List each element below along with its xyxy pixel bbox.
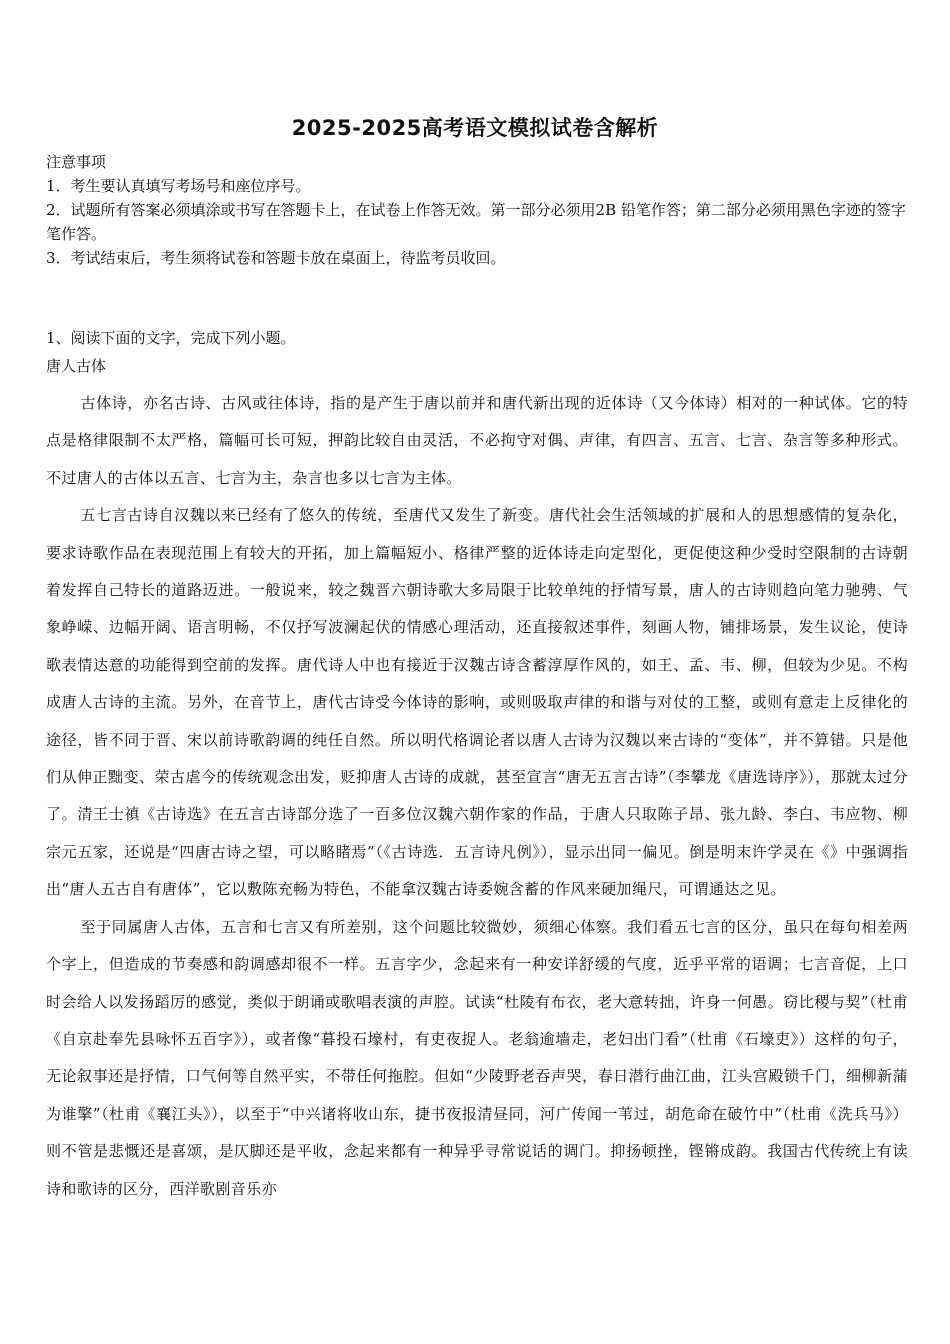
page-title: 2025-2025高考语文模拟试卷含解析 — [291, 116, 659, 140]
question-header — [46, 324, 908, 380]
notice-item: 2．试题所有答案必须填涂或书写在答题卡上，在试卷上作答无效。第一部分必须用2B 铅笔作答；第二部分必须用黑色字迹的签字笔作答。 — [46, 201, 906, 243]
article-paragraph: 古体诗，亦名古诗、古风或往体诗，指的是产生于唐以前并和唐代新出现的近体诗（又今体诗）相对的一种试体。它的特点是格律限制不太严格，篇幅可长可短，押韵比较自由灵活，不必拘守对偶、声律，有四言、五言、七言、杂言等多种形式。不过唐人的古体以五言、七言为主，杂言也多以七言为主体。 — [46, 394, 908, 487]
notice-item: 3．考试结束后，考生须将试卷和答题卡放在桌面上，待监考员收回。 — [46, 249, 506, 267]
notice-heading: 注意事项 — [46, 153, 107, 171]
notice-item: 1．考生要认真填写考场号和座位序号。 — [46, 177, 311, 195]
notice-section — [46, 150, 908, 270]
article-paragraph: 五七言古诗自汉魏以来已经有了悠久的传统，至唐代又发生了新变。唐代社会生活领域的扩展和人的思想感情的复杂化，要求诗歌作品在表现范围上有较大的开拓，加上篇幅短小、格律严整的近体诗走向定型化，更促使这种少受时空限制的古诗朝着发挥自己特长的道路迈进。一般说来，较之魏晋六朝诗歌大多局限于比较单纯的抒情写景，唐人的古诗则趋向笔力驰骋、气象峥嵘、边幅开阔、语言明畅，不仅抒写波澜起伏的情感心理活动，还直接叙述事件，刻画人物，铺排场景，发生议论，使诗歌表情达意的功能得到空前的发挥。唐代诗人中也有接近于汉魏古诗含蓄淳厚作风的，如王、孟、韦、柳，但较为少见。不构成唐人古诗的主流。另外，在音节上，唐代古诗受今体诗的影响，或则吸取声律的和谐与对仗的工整，或则有意走上反律化的途径，皆不同于晋、宋以前诗歌韵调的纯任自然。所以明代格调论者以唐人古诗为汉魏以来古诗的“变体”，并不算错。只是他们从伸正黜变、荣古虐今的传统观念出发，贬抑唐人古诗的成就，甚至宣言“唐无五言古诗”（李攀龙《唐选诗序》），那就太过分了。清王士禛《古诗选》在五言古诗部分选了一百多位汉魏六朝作家的作品，于唐人只取陈子昂、张九龄、李白、韦应物、柳宗元五家，还说是“四唐古诗之望，可以略睹焉”（《古诗选．五言诗凡例》），显示出同一偏见。倒是明末许学灵在《》中强调指出“唐人五古自有唐体”，它以敷陈充畅为特色，不能拿汉魏古诗委婉含蓄的作风来硬加绳尺，可谓通达之见。 — [46, 506, 908, 899]
article-paragraph: 至于同属唐人古体，五言和七言又有所差别，这个问题比较微妙，须细心体察。我们看五七言的区分，虽只在每句相差两个字上，但造成的节奏感和韵调感却很不一样。五言字少，念起来有一种安详舒缓的气度，近乎平常的语调；七言音促，上口时会给人以发扬蹈厉的感觉，类似于朗诵或歌唱表演的声腔。试读“杜陵有布衣，老大意转拙，许身一何愚。窃比稷与契”（杜甫《自京赴奉先县咏怀五百字》），或者像“暮投石壕村，有吏夜捉人。老翁逾墙走，老妇出门看”（杜甫《石壕吏》）这样的句子，无论叙事还是抒情，口气何等自然平实，不带任何拖腔。但如“少陵野老吞声哭，春日潜行曲江曲，江头宫殿锁千门，细柳新蒲为谁擎”（杜甫《襄江头》），以至于“中兴诸将收山东，捷书夜报清昼同，河广传闻一苇过，胡危命在破竹中”（杜甫《洗兵马》）则不管是悲慨还是喜颂，是仄脚还是平收，念起来都有一种异乎寻常说话的调门。抑扬顿挫，铿锵成韵。我国古代传统上有读诗和歌诗的区分，西洋歌剧音乐亦 — [46, 917, 908, 1198]
article-body — [46, 385, 908, 1208]
question-stem: 1、阅读下面的文字，完成下列小题。 — [46, 329, 296, 347]
article-title: 唐人古体 — [46, 357, 107, 375]
